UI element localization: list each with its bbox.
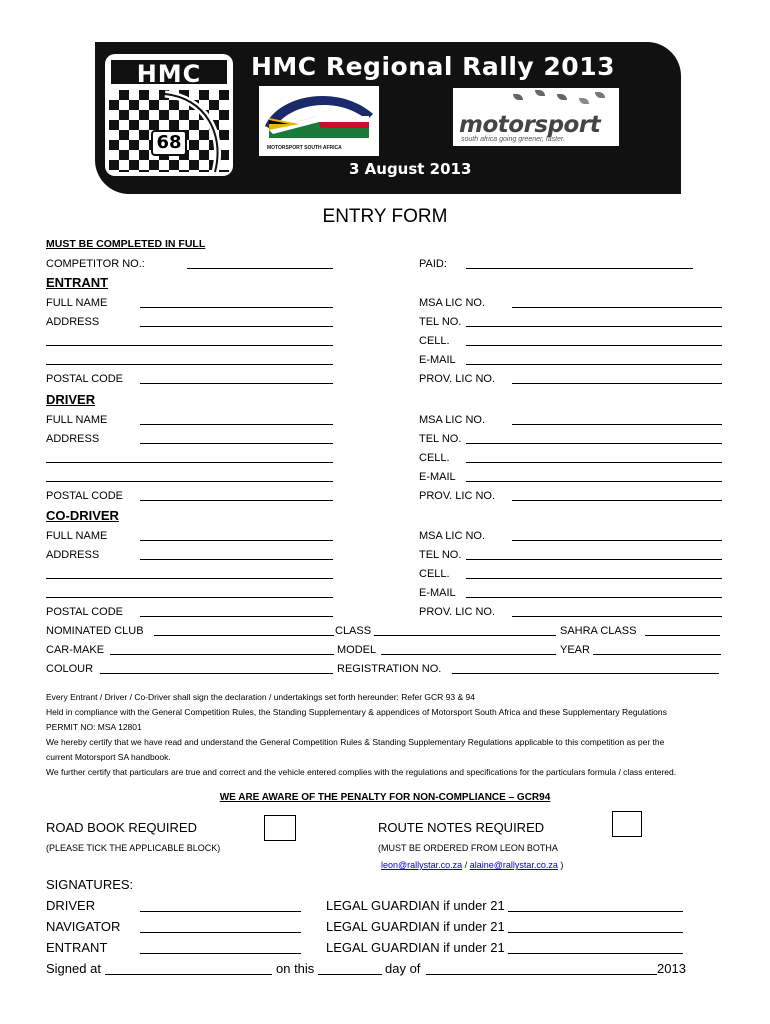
nominated-club-field[interactable] — [154, 635, 334, 636]
entrant-full-name-field[interactable] — [140, 307, 333, 308]
must-complete-notice: MUST BE COMPLETED IN FULL — [46, 238, 206, 250]
email-close: ) — [557, 860, 564, 870]
paid-field[interactable] — [466, 268, 693, 269]
codriver-cell-label: CELL. — [419, 568, 450, 580]
entrant-postal-field[interactable] — [140, 383, 333, 384]
codriver-tel-label: TEL NO. — [419, 549, 462, 561]
email-link-alaine[interactable]: alaine@rallystar.co.za — [469, 860, 558, 870]
signatures-heading: SIGNATURES: — [46, 877, 134, 892]
email-link-leon[interactable]: leon@rallystar.co.za — [381, 860, 463, 870]
section-entrant: ENTRANT — [46, 275, 109, 290]
signed-year: 2013 — [657, 961, 686, 976]
section-driver: DRIVER — [46, 392, 96, 407]
order-note: (MUST BE ORDERED FROM LEON BOTHA — [378, 843, 558, 853]
declaration-line-1: Every Entrant / Driver / Co-Driver shall sign the declaration / undertakings set forth hereunder: Refer GCR 93 & 94 — [46, 692, 475, 702]
car-make-field[interactable] — [110, 654, 334, 655]
driver-prov-lic-label: PROV. LIC NO. — [419, 490, 496, 502]
codriver-address-field-2[interactable] — [46, 578, 333, 579]
driver-signature-label: DRIVER — [46, 898, 96, 913]
entrant-address-field-2[interactable] — [46, 345, 333, 346]
car-make-label: CAR-MAKE — [46, 644, 105, 656]
msa-caption: MOTORSPORT SOUTH AFRICA — [267, 145, 342, 151]
driver-full-name-field[interactable] — [140, 424, 333, 425]
motorsport-tagline: south africa going greener, faster. — [461, 136, 566, 143]
entrant-cell-field[interactable] — [466, 345, 722, 346]
leaf-icon — [557, 94, 567, 100]
driver-postal-field[interactable] — [140, 500, 333, 501]
day-field[interactable] — [318, 974, 382, 975]
driver-email-field[interactable] — [466, 481, 722, 482]
competitor-field[interactable] — [187, 268, 333, 269]
codriver-postal-field[interactable] — [140, 616, 333, 617]
sahra-class-field[interactable] — [645, 635, 720, 636]
signed-at-label: Signed at — [46, 961, 101, 976]
nominated-club-label: NOMINATED CLUB — [46, 625, 144, 637]
driver-tel-label: TEL NO. — [419, 433, 462, 445]
entrant-msa-lic-label: MSA LIC NO. — [419, 297, 486, 309]
entrant-msa-lic-field[interactable] — [512, 307, 722, 308]
entrant-address-field-1[interactable] — [140, 326, 333, 327]
header-banner — [95, 42, 681, 194]
guardian-signature-field-1[interactable] — [508, 911, 683, 912]
section-codriver: CO-DRIVER — [46, 508, 119, 523]
form-title: ENTRY FORM — [322, 206, 448, 227]
day-of-label: day of — [385, 961, 421, 976]
driver-address-label: ADDRESS — [46, 433, 100, 445]
email-separator: / — [462, 860, 470, 870]
driver-address-field-1[interactable] — [140, 443, 333, 444]
leaf-icon — [579, 98, 589, 104]
model-field[interactable] — [381, 654, 556, 655]
codriver-cell-field[interactable] — [466, 578, 722, 579]
codriver-msa-lic-field[interactable] — [512, 540, 722, 541]
navigator-signature-field[interactable] — [140, 932, 301, 933]
declaration-line-5: current Motorsport SA handbook. — [46, 752, 171, 762]
contact-emails — [381, 860, 563, 871]
entrant-tel-label: TEL NO. — [419, 316, 462, 328]
year-label: YEAR — [560, 644, 590, 656]
tick-note: (PLEASE TICK THE APPLICABLE BLOCK) — [46, 843, 221, 853]
entrant-email-label: E-MAIL — [419, 354, 456, 366]
codriver-full-name-label: FULL NAME — [46, 530, 108, 542]
penalty-notice: WE ARE AWARE OF THE PENALTY FOR NON-COMPLIANCE – GCR94 — [219, 792, 551, 803]
leaf-icon — [513, 94, 523, 100]
entrant-cell-label: CELL. — [419, 335, 450, 347]
route-notes-label: ROUTE NOTES REQUIRED — [378, 820, 545, 835]
codriver-postal-label: POSTAL CODE — [46, 606, 124, 618]
driver-cell-field[interactable] — [466, 462, 722, 463]
sahra-class-label: SAHRA CLASS — [560, 625, 637, 637]
entrant-prov-lic-field[interactable] — [512, 383, 722, 384]
class-field[interactable] — [374, 635, 556, 636]
driver-address-field-2[interactable] — [46, 462, 333, 463]
route-notes-checkbox[interactable] — [612, 811, 642, 837]
driver-postal-label: POSTAL CODE — [46, 490, 124, 502]
driver-msa-lic-field[interactable] — [512, 424, 722, 425]
codriver-full-name-field[interactable] — [140, 540, 333, 541]
declaration-permit: PERMIT NO: MSA 12801 — [46, 722, 142, 732]
guardian-label-3: LEGAL GUARDIAN if under 21 — [326, 940, 505, 955]
guardian-signature-field-3[interactable] — [508, 953, 683, 954]
driver-prov-lic-field[interactable] — [512, 500, 722, 501]
road-book-label: ROAD BOOK REQUIRED — [46, 820, 197, 835]
event-date: 3 August 2013 — [349, 160, 472, 178]
leaf-icon — [595, 92, 605, 98]
declaration-line-2: Held in compliance with the General Competition Rules, the Standing Supplementary & appendices of Motorsport South Africa and these Supplementary Regulations — [46, 707, 667, 717]
driver-email-label: E-MAIL — [419, 471, 456, 483]
entrant-signature-field[interactable] — [140, 953, 301, 954]
entrant-email-field[interactable] — [466, 364, 722, 365]
codriver-tel-field[interactable] — [466, 559, 722, 560]
driver-cell-label: CELL. — [419, 452, 450, 464]
paid-label: PAID: — [419, 258, 447, 270]
driver-full-name-label: FULL NAME — [46, 414, 108, 426]
leaf-icon — [535, 90, 545, 96]
colour-field[interactable] — [100, 673, 333, 674]
navigator-signature-label: NAVIGATOR — [46, 919, 121, 934]
on-this-label: on this — [276, 961, 315, 976]
entrant-tel-field[interactable] — [466, 326, 722, 327]
codriver-prov-lic-field[interactable] — [512, 616, 722, 617]
codriver-email-field[interactable] — [466, 597, 722, 598]
colour-label: COLOUR — [46, 663, 94, 675]
codriver-address-label: ADDRESS — [46, 549, 100, 561]
guardian-signature-field-2[interactable] — [508, 932, 683, 933]
declaration-line-4: We hereby certify that we have read and understand the General Competition Rules & Standing Supplementary Regulations applicable to this competition as per the — [46, 737, 665, 747]
entrant-address-field-3[interactable] — [46, 364, 333, 365]
banner-title: HMC Regional Rally 2013 — [251, 52, 615, 81]
motorsport-sa-logo — [453, 88, 619, 146]
driver-tel-field[interactable] — [466, 443, 722, 444]
signed-at-field[interactable] — [105, 974, 272, 975]
driver-msa-lic-label: MSA LIC NO. — [419, 414, 486, 426]
month-field[interactable] — [426, 974, 657, 975]
codriver-email-label: E-MAIL — [419, 587, 456, 599]
entrant-address-label: ADDRESS — [46, 316, 100, 328]
guardian-label-1: LEGAL GUARDIAN if under 21 — [326, 898, 505, 913]
entrant-signature-label: ENTRANT — [46, 940, 108, 955]
car-number-badge: 68 — [151, 130, 187, 156]
model-label: MODEL — [337, 644, 377, 656]
entrant-prov-lic-label: PROV. LIC NO. — [419, 373, 496, 385]
registration-label: REGISTRATION NO. — [337, 663, 442, 675]
msa-logo — [259, 86, 379, 156]
driver-address-field-3[interactable] — [46, 481, 333, 482]
hmc-logo-text: HMC — [109, 58, 229, 86]
codriver-msa-lic-label: MSA LIC NO. — [419, 530, 486, 542]
year-field[interactable] — [593, 654, 721, 655]
motorsport-wordmark: motorsport — [459, 112, 601, 138]
registration-field[interactable] — [452, 673, 719, 674]
road-book-checkbox[interactable] — [264, 815, 296, 841]
entrant-full-name-label: FULL NAME — [46, 297, 108, 309]
codriver-prov-lic-label: PROV. LIC NO. — [419, 606, 496, 618]
south-africa-flag-icon — [259, 86, 379, 146]
competitor-label: COMPETITOR NO.: — [46, 258, 145, 270]
hmc-logo — [105, 54, 233, 176]
guardian-label-2: LEGAL GUARDIAN if under 21 — [326, 919, 505, 934]
class-label: CLASS — [335, 625, 372, 637]
driver-signature-field[interactable] — [140, 911, 301, 912]
entrant-postal-label: POSTAL CODE — [46, 373, 124, 385]
codriver-address-field-1[interactable] — [140, 559, 333, 560]
codriver-address-field-3[interactable] — [46, 597, 333, 598]
declaration-line-6: We further certify that particulars are true and correct and the vehicle entered complies with the regulations and specifications for the particulars formula / class entered. — [46, 767, 677, 777]
